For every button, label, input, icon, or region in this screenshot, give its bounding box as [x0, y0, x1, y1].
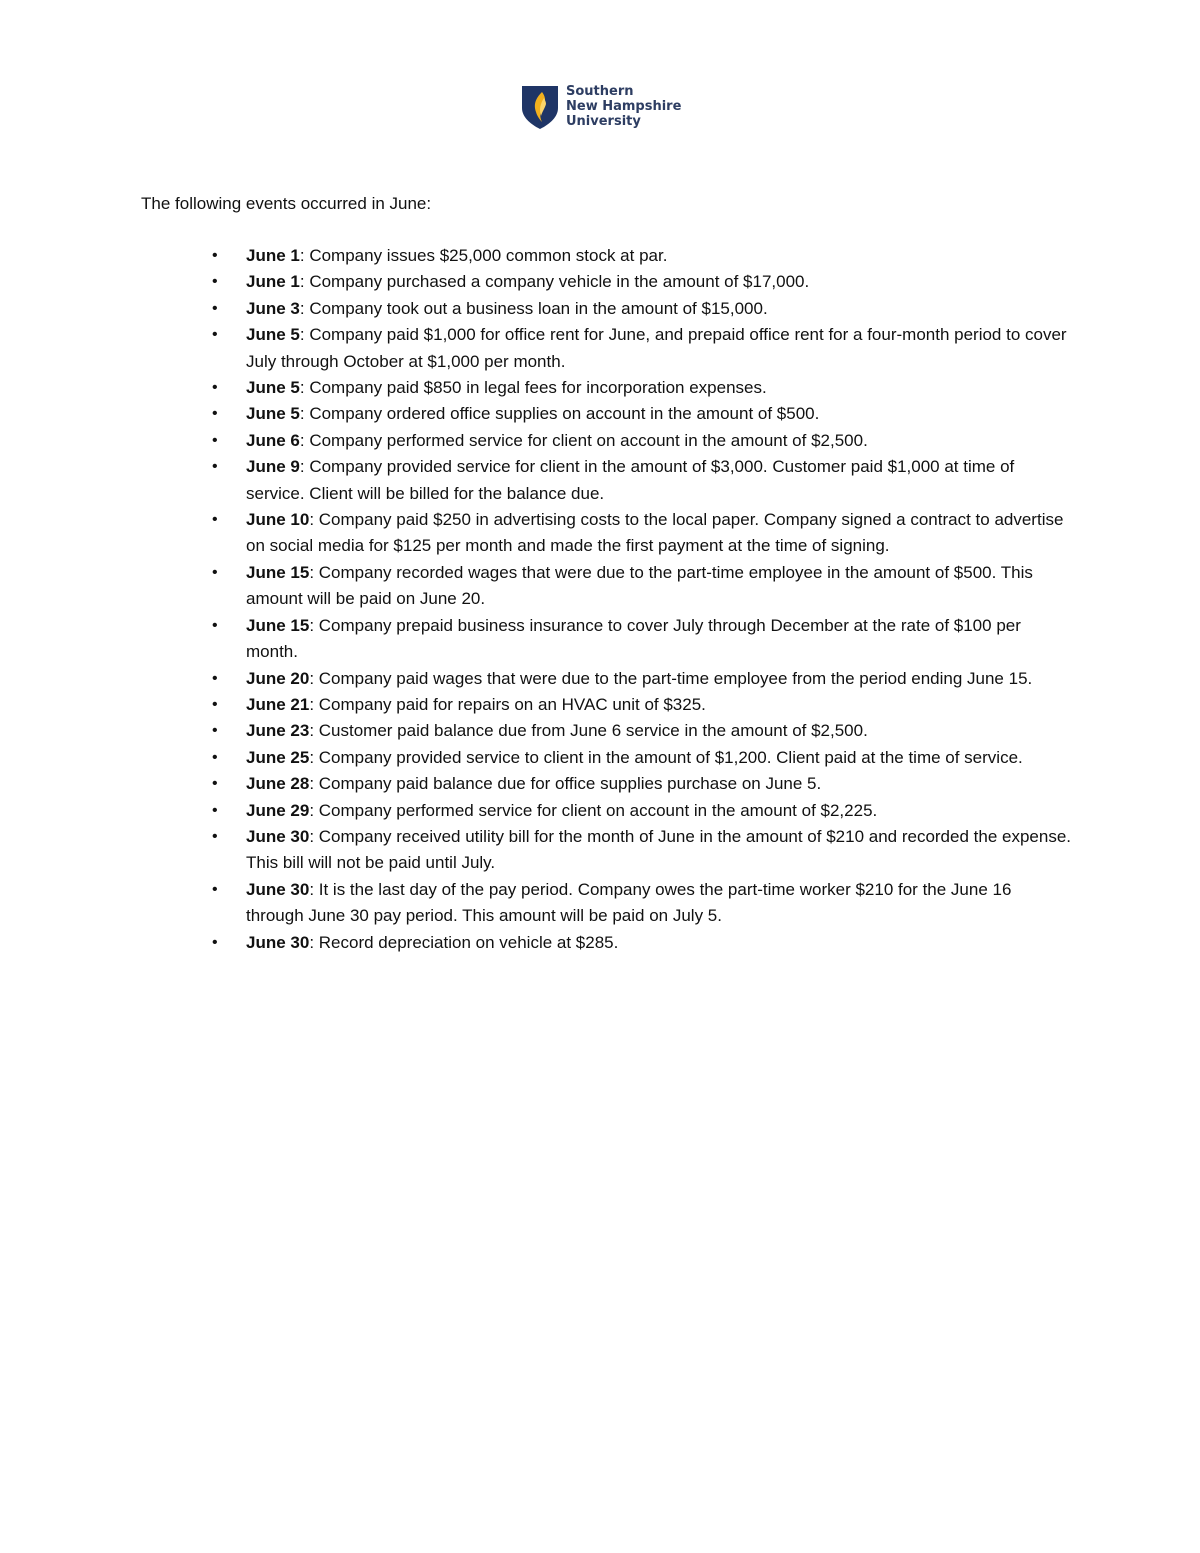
event-description: Company prepaid business insurance to cover July through December at the rate of $100 per month.: [246, 615, 1021, 662]
bullet-icon: •: [212, 458, 218, 476]
event-date: June 15: [246, 562, 310, 582]
logo-line-2: New Hampshire: [566, 99, 682, 114]
intro-text: The following events occurred in June:: [141, 194, 432, 213]
event-date: June 6: [246, 430, 300, 450]
event-description: Company recorded wages that were due to the part-time employee in the amount of $500. This amount will be paid on June 20.: [246, 562, 1033, 609]
event-item: • June 23: Customer paid balance due from June 6 service in the amount of $2,500.: [212, 718, 1072, 744]
event-description: Record depreciation on vehicle at $285.: [318, 932, 619, 952]
event-date: June 3: [246, 298, 300, 318]
event-description: Company provided service for client in the amount of $3,000. Customer paid $1,000 at time of service. Client will be billed for the balance due.: [246, 457, 1015, 503]
event-date: June 15: [246, 615, 310, 635]
bullet-icon: •: [212, 695, 218, 713]
event-date: June 9: [246, 457, 300, 477]
bullet-icon: •: [212, 563, 218, 581]
event-description: Customer paid balance due from June 6 service in the amount of $2,500.: [318, 721, 868, 741]
event-date: June 5: [246, 325, 300, 345]
event-description: Company paid $250 in advertising costs to the local paper. Company signed a contract to advertise on social media for $125 per month and made the first payment at the time of signing.: [246, 510, 1064, 556]
event-item: • June 1: Company issues $25,000 common stock at par.: [212, 243, 1072, 269]
bullet-icon: •: [212, 722, 218, 740]
event-date: June 23: [246, 721, 310, 741]
bullet-icon: •: [212, 775, 218, 793]
logo-line-3: University: [566, 114, 641, 129]
bullet-icon: •: [212, 431, 218, 449]
event-description: Company issues $25,000 common stock at par.: [309, 246, 668, 265]
bullet-icon: •: [212, 616, 218, 634]
bullet-icon: •: [212, 405, 218, 423]
event-date: June 30: [246, 932, 310, 952]
bullet-icon: •: [212, 299, 218, 317]
bullet-icon: •: [212, 247, 218, 264]
event-item: • June 9: Company provided service for client in the amount of $3,000. Customer paid $1,000 at time of service. Client will be billed for the balance due.: [212, 454, 1072, 507]
event-description: Company provided service to client in the amount of $1,200. Client paid at the time of service.: [318, 747, 1023, 767]
event-date: June 20: [246, 668, 310, 688]
event-item: • June 21: Company paid for repairs on an HVAC unit of $325.: [212, 692, 1072, 718]
event-description: Company paid for repairs on an HVAC unit of $325.: [318, 694, 706, 714]
bullet-icon: •: [212, 379, 218, 397]
bullet-icon: •: [212, 273, 218, 291]
event-description: Company paid balance due for office supplies purchase on June 5.: [318, 774, 822, 794]
event-description: Company received utility bill for the month of June in the amount of $210 and recorded the expense. This bill will not be paid until July.: [246, 826, 1071, 873]
event-description: Company paid wages that were due to the part-time employee from the period ending June 15.: [318, 668, 1033, 688]
event-item: • June 30: Company received utility bill for the month of June in the amount of $210 and recorded the expense. This bill will not be paid until July.: [212, 824, 1072, 877]
event-date: June 5: [246, 404, 300, 424]
event-item: • June 10: Company paid $250 in advertising costs to the local paper. Company signed a contract to advertise on social media for $125 per month and made the first payment at the time of signing.: [212, 507, 1072, 560]
event-description: Company performed service for client on account in the amount of $2,225.: [318, 800, 878, 820]
bullet-icon: •: [212, 511, 218, 529]
event-date: June 30: [246, 826, 310, 846]
event-description: Company ordered office supplies on account in the amount of $500.: [309, 404, 820, 424]
event-date: June 28: [246, 774, 310, 794]
event-description: Company performed service for client on account in the amount of $2,500.: [309, 430, 868, 450]
bullet-icon: •: [212, 669, 218, 687]
event-date: June 1: [246, 272, 300, 292]
event-item: • June 25: Company provided service to client in the amount of $1,200. Client paid at the time of service.: [212, 745, 1072, 771]
event-item: • June 5: Company ordered office supplies on account in the amount of $500.: [212, 401, 1072, 427]
event-item: • June 20: Company paid wages that were due to the part-time employee from the period ending June 15.: [212, 666, 1072, 692]
event-description: Company paid $850 in legal fees for incorporation expenses.: [309, 378, 767, 398]
event-date: June 21: [246, 694, 310, 714]
bullet-icon: •: [212, 801, 218, 819]
bullet-icon: •: [212, 748, 218, 766]
logo-line-1: Southern: [566, 84, 634, 99]
logo-wordmark: [566, 84, 681, 129]
event-item: • June 3: Company took out a business loan in the amount of $15,000.: [212, 296, 1072, 322]
event-date: June 10: [246, 510, 310, 530]
event-date: June 5: [246, 378, 300, 398]
bullet-icon: •: [212, 880, 218, 898]
event-item: • June 15: Company recorded wages that were due to the part-time employee in the amount of $500. This amount will be paid on June 20.: [212, 560, 1072, 613]
event-item: • June 30: It is the last day of the pay period. Company owes the part-time worker $210 for the June 16 through June 30 pay period. This amount will be paid on July 5.: [212, 877, 1072, 930]
event-description: Company took out a business loan in the amount of $15,000.: [309, 298, 768, 318]
event-item: • June 5: Company paid $1,000 for office rent for June, and prepaid office rent for a four-month period to cover July through October at $1,000 per month.: [212, 322, 1072, 375]
event-item: • June 1: Company purchased a company vehicle in the amount of $17,000.: [212, 269, 1072, 295]
event-description: Company purchased a company vehicle in the amount of $17,000.: [309, 272, 810, 292]
event-date: June 25: [246, 747, 310, 767]
bullet-icon: •: [212, 933, 218, 951]
event-date: June 30: [246, 879, 310, 899]
event-description: Company paid $1,000 for office rent for June, and prepaid office rent for a four-month period to cover July through October at $1,000 per month.: [246, 325, 1067, 371]
event-date: June 29: [246, 800, 310, 820]
event-item: • June 5: Company paid $850 in legal fees for incorporation expenses.: [212, 375, 1072, 401]
university-logo: [520, 84, 681, 130]
bullet-icon: •: [212, 827, 218, 845]
event-date: June 1: [246, 246, 300, 265]
event-item: • June 29: Company performed service for client on account in the amount of $2,225.: [212, 798, 1072, 824]
event-description: It is the last day of the pay period. Company owes the part-time worker $210 for the June 16 through June 30 pay period. This amount will be paid on July 5.: [246, 879, 1012, 926]
bullet-icon: •: [212, 326, 218, 344]
event-item: • June 15: Company prepaid business insurance to cover July through December at the rate of $100 per month.: [212, 613, 1072, 666]
events-list: [212, 243, 1072, 956]
event-item: • June 6: Company performed service for client on account in the amount of $2,500.: [212, 428, 1072, 454]
event-item: • June 30: Record depreciation on vehicle at $285.: [212, 930, 1072, 956]
event-item: • June 28: Company paid balance due for office supplies purchase on June 5.: [212, 771, 1072, 797]
shield-flame-icon: [520, 84, 560, 130]
